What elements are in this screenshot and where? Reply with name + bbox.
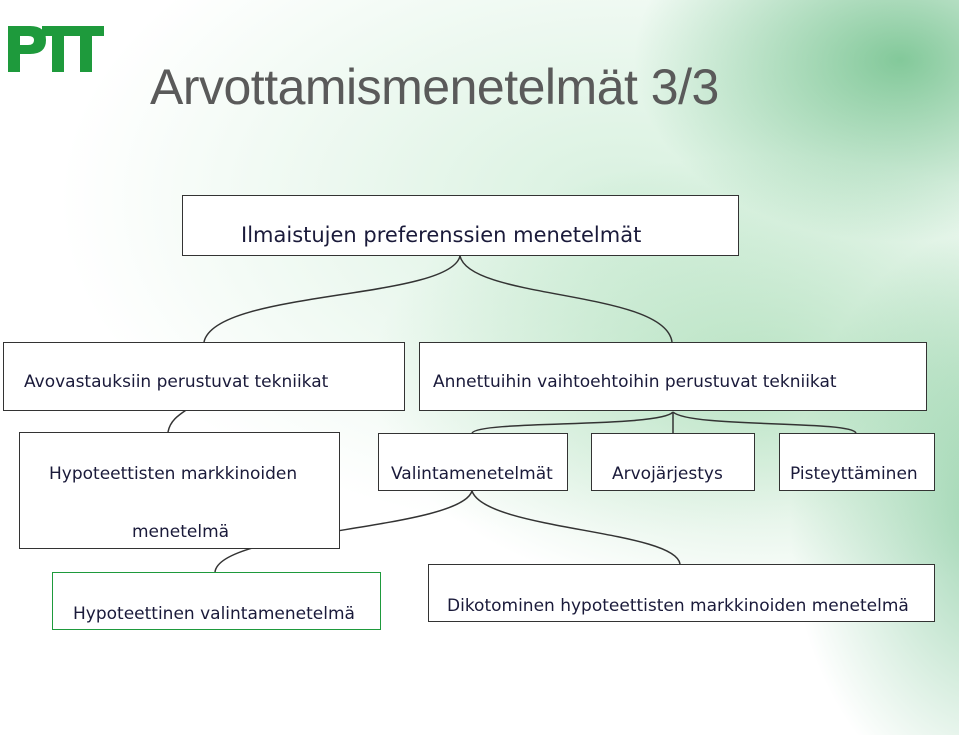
node-annettuihin	[419, 342, 927, 411]
node-hypoteettinen-valinta	[52, 572, 381, 630]
node-hypoteettisten-label-line2: menetelmä	[132, 522, 230, 542]
node-avovastaukset	[3, 342, 405, 411]
node-pisteyttaminen	[779, 433, 935, 491]
node-hypoteettisten	[19, 432, 340, 549]
connector-root-annettuihin	[460, 256, 672, 342]
node-hypoteettisten-label-line1: Hypoteettisten markkinoiden	[49, 464, 298, 484]
node-dikotominen	[428, 564, 935, 622]
node-annettuihin-label: Annettuihin vaihtoehtoihin perustuvat tekniikat	[433, 372, 837, 392]
node-avovastaukset-label: Avovastauksiin perustuvat tekniikat	[24, 372, 329, 392]
slide-title: Arvottamismenetelmät 3/3	[150, 59, 719, 115]
node-arvojarjestys	[591, 433, 755, 491]
node-root	[182, 195, 739, 256]
node-hypoteettinen-valinta-label: Hypoteettinen valintamenetelmä	[73, 604, 355, 624]
connector-annettuihin-valinta	[472, 412, 673, 433]
connector-annettuihin-pisteyttaminen	[673, 412, 856, 433]
node-pisteyttaminen-label: Pisteyttäminen	[790, 464, 918, 484]
connector-root-avovastaukset	[204, 256, 460, 342]
node-root-label: Ilmaistujen preferenssien menetelmät	[241, 223, 642, 247]
node-valinta	[378, 433, 568, 491]
node-valinta-label: Valintamenetelmät	[391, 464, 553, 484]
connector-valinta-dikotominen	[472, 491, 680, 564]
node-arvojarjestys-label: Arvojärjestys	[612, 464, 723, 484]
node-dikotominen-label: Dikotominen hypoteettisten markkinoiden menetelmä	[447, 596, 909, 616]
